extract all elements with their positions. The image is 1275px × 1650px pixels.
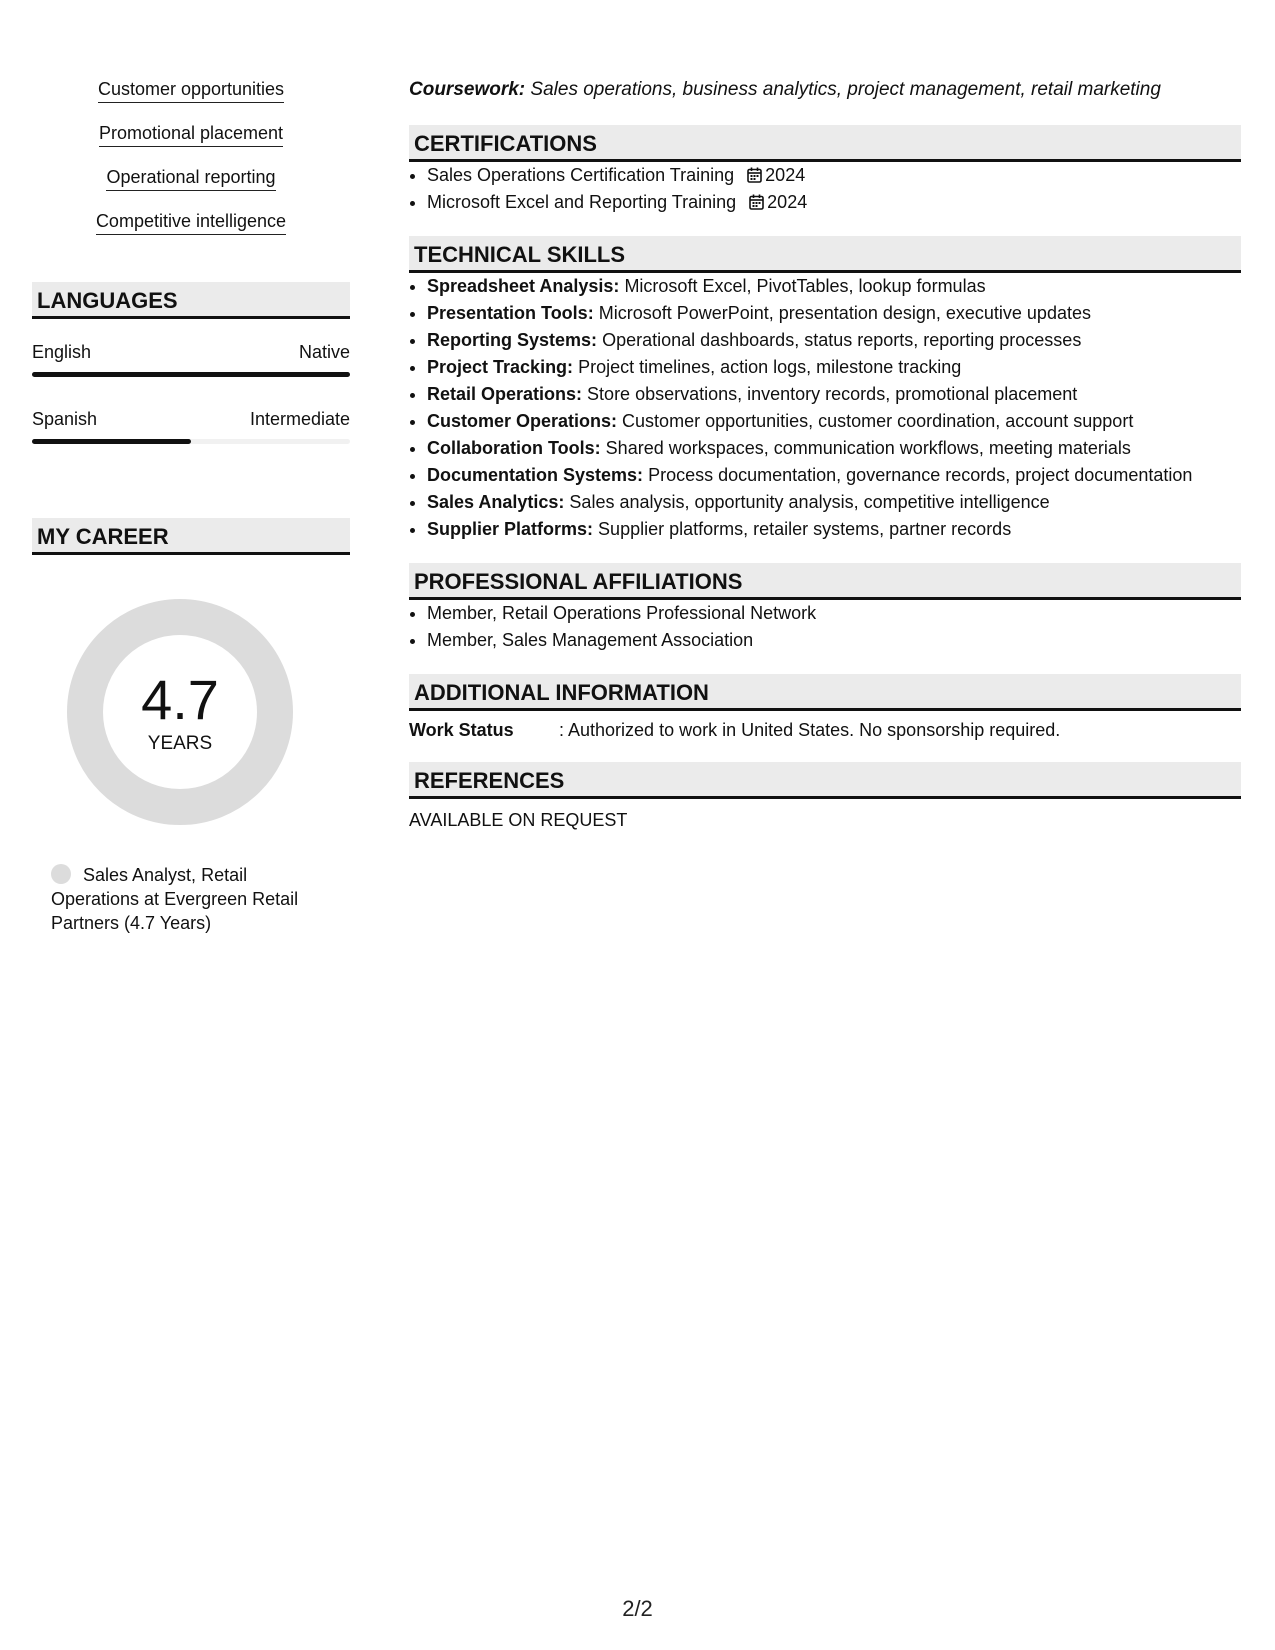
technical-skill-item xyxy=(427,516,1241,543)
career-header: MY CAREER xyxy=(32,518,350,555)
skill-label: Documentation Systems: xyxy=(427,465,644,485)
certification-item xyxy=(427,189,1241,216)
language-proficiency-bar xyxy=(32,439,350,444)
work-status xyxy=(409,718,1241,742)
certification-year: 2024 xyxy=(767,192,808,212)
technical-skill-item xyxy=(427,381,1241,408)
skill-label: Presentation Tools: xyxy=(427,303,594,323)
affiliations-list xyxy=(409,600,1241,654)
language-name: English xyxy=(32,342,92,362)
skill-tag: Customer opportunities xyxy=(98,78,284,103)
calendar-icon xyxy=(747,167,762,183)
coursework-label: Coursework: xyxy=(409,79,526,100)
certifications-list xyxy=(409,162,1241,216)
language-proficiency-fill xyxy=(32,372,350,377)
skill-tag: Competitive intelligence xyxy=(96,210,286,235)
skill-tags xyxy=(32,78,350,254)
page-number: 2/2 xyxy=(622,1596,653,1621)
technical-skills-header: TECHNICAL SKILLS xyxy=(409,236,1241,273)
work-status-label: Work Status xyxy=(409,720,514,740)
certification-year: 2024 xyxy=(765,165,806,185)
affiliation-item: • Member, Retail Operations Professional Network xyxy=(427,600,1241,627)
coursework xyxy=(409,78,1241,102)
certification-name: Microsoft Excel and Reporting Training xyxy=(427,192,737,212)
technical-skill-item xyxy=(427,273,1241,300)
technical-skills-list xyxy=(409,273,1241,543)
technical-skills-section xyxy=(409,236,1241,543)
technical-skill-item xyxy=(427,300,1241,327)
technical-skill-item xyxy=(427,327,1241,354)
languages-header: LANGUAGES xyxy=(32,282,350,319)
skill-text: Shared workspaces, communication workflows, meeting materials xyxy=(605,438,1131,458)
affiliations-header: PROFESSIONAL AFFILIATIONS xyxy=(409,563,1241,600)
skill-text: Microsoft Excel, PivotTables, lookup formulas xyxy=(624,276,986,296)
legend-dot xyxy=(51,864,71,884)
skill-text: Store observations, inventory records, promotional placement xyxy=(587,384,1078,404)
calendar-icon xyxy=(749,194,764,210)
career-donut xyxy=(67,599,293,825)
additional-info-section xyxy=(409,674,1241,742)
certifications-header: CERTIFICATIONS xyxy=(409,125,1241,162)
career-legend-text: Sales Analyst, Retail Operations at Evergreen Retail Partners (4.7 Years) xyxy=(51,865,299,933)
certifications-section xyxy=(409,125,1241,216)
skill-tag: Promotional placement xyxy=(99,122,283,147)
certification-name: Sales Operations Certification Training xyxy=(427,165,735,185)
work-status-value: : Authorized to work in United States. No sponsorship required. xyxy=(559,720,1061,740)
affiliation-item: • Member, Sales Management Association xyxy=(427,627,1241,654)
technical-skill-item xyxy=(427,462,1241,489)
language-level: Native xyxy=(298,342,350,362)
language-level: Intermediate xyxy=(249,409,350,429)
skill-label: Spreadsheet Analysis: xyxy=(427,276,620,296)
skill-text: Process documentation, governance records, project documentation xyxy=(648,465,1193,485)
language-item xyxy=(32,408,350,444)
technical-skill-item xyxy=(427,435,1241,462)
references-text: AVAILABLE ON REQUEST xyxy=(409,810,628,830)
skill-text: Microsoft PowerPoint, presentation design, executive updates xyxy=(598,303,1091,323)
skill-text: Operational dashboards, status reports, reporting processes xyxy=(602,330,1082,350)
skill-text: Project timelines, action logs, milestone tracking xyxy=(578,357,962,377)
skill-label: Sales Analytics: xyxy=(427,492,565,512)
skill-label: Collaboration Tools: xyxy=(427,438,601,458)
skill-label: Reporting Systems: xyxy=(427,330,598,350)
coursework-text: Sales operations, business analytics, project management, retail marketing xyxy=(530,79,1161,100)
skill-text: Sales analysis, opportunity analysis, competitive intelligence xyxy=(569,492,1050,512)
skill-label: Project Tracking: xyxy=(427,357,574,377)
language-item xyxy=(32,341,350,377)
career-legend-item xyxy=(51,863,321,935)
skill-tag: Operational reporting xyxy=(106,166,275,191)
language-name: Spanish xyxy=(32,409,98,429)
career-total-years: 4.7 xyxy=(141,668,219,731)
additional-info-header: ADDITIONAL INFORMATION xyxy=(409,674,1241,711)
references-section xyxy=(409,762,1241,832)
career-total-unit: YEARS xyxy=(147,733,213,754)
technical-skill-item xyxy=(427,408,1241,435)
skill-label: Customer Operations: xyxy=(427,411,618,431)
technical-skill-item xyxy=(427,489,1241,516)
main-content xyxy=(409,78,1241,852)
language-proficiency-bar xyxy=(32,372,350,377)
skill-text: Customer opportunities, customer coordination, account support xyxy=(622,411,1134,431)
sidebar xyxy=(32,78,350,935)
certification-item xyxy=(427,162,1241,189)
affiliations-section xyxy=(409,563,1241,654)
language-proficiency-fill xyxy=(32,439,191,444)
skill-text: Supplier platforms, retailer systems, partner records xyxy=(598,519,1012,539)
references-header: REFERENCES xyxy=(409,762,1241,799)
skill-label: Retail Operations: xyxy=(427,384,583,404)
technical-skill-item xyxy=(427,354,1241,381)
skill-label: Supplier Platforms: xyxy=(427,519,594,539)
